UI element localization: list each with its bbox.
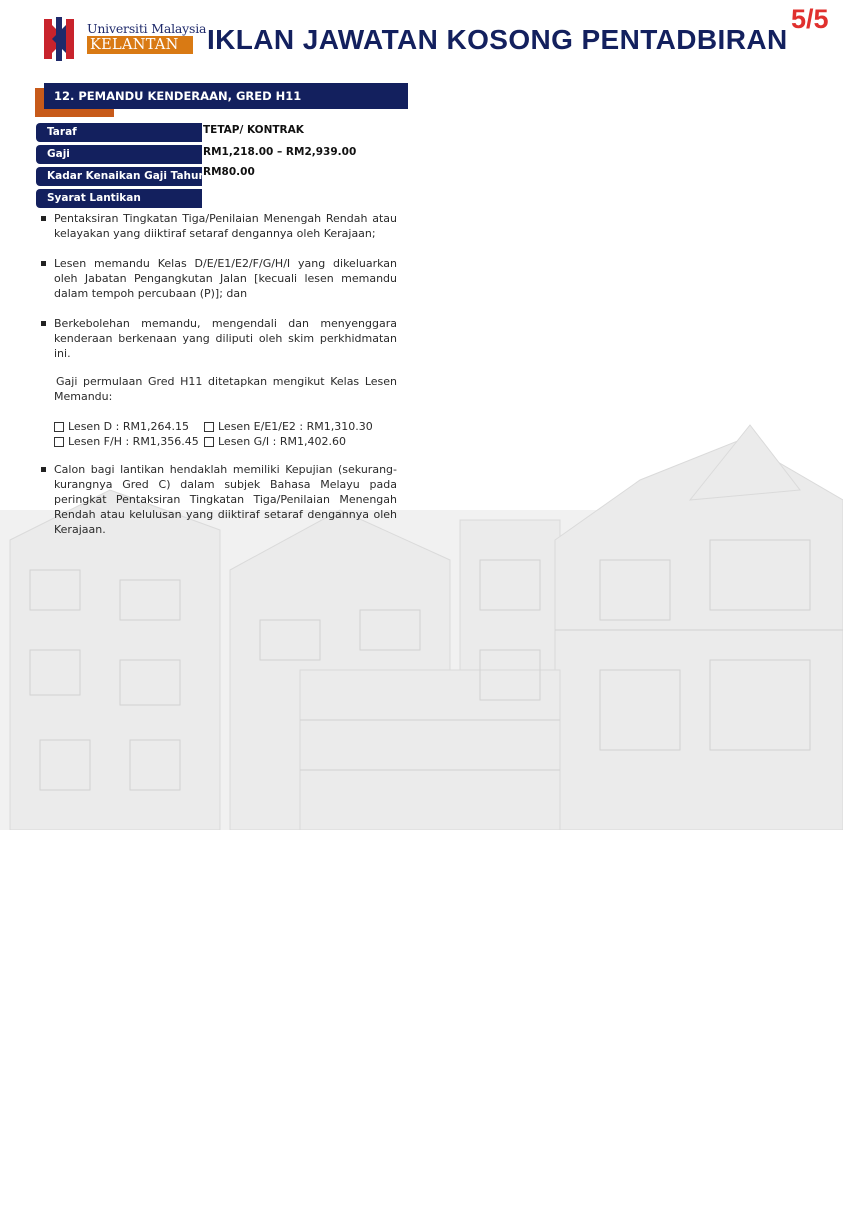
checkbox-icon bbox=[204, 422, 214, 432]
logo-university-name: Universiti Malaysia bbox=[87, 21, 207, 36]
value-kadar-kenaikan: RM80.00 bbox=[203, 166, 255, 178]
checkbox-icon bbox=[54, 437, 64, 447]
university-logo bbox=[38, 15, 207, 63]
license-option: Lesen G/I : RM1,402.60 bbox=[204, 434, 346, 449]
license-row bbox=[38, 434, 397, 449]
value-gaji: RM1,218.00 – RM2,939.00 bbox=[203, 146, 357, 158]
list-item: Calon bagi lantikan hendaklah memiliki Kepujian (sekurang-kurangnya Gred C) dalam subjek Bahasa Melayu pada peringkat Pentaksiran Tingkatan Tiga/Penilaian Menengah Rendah atau kelulusan yang diiktiraf setaraf dengannya oleh Kerajaan. bbox=[38, 462, 397, 537]
label-gaji: Gaji bbox=[36, 145, 202, 164]
list-item: Lesen memandu Kelas D/E/E1/E2/F/G/H/I yang dikeluarkan oleh Jabatan Pengangkutan Jalan [kecuali lesen memandu dalam tempoh percubaan (P)]; dan bbox=[38, 256, 397, 301]
label-taraf: Taraf bbox=[36, 123, 202, 142]
salary-note: Gaji permulaan Gred H11 ditetapkan mengikut Kelas Lesen Memandu: bbox=[54, 375, 397, 403]
checkbox-icon bbox=[204, 437, 214, 447]
page-title: IKLAN JAWATAN KOSONG PENTADBIRAN bbox=[207, 24, 788, 55]
value-taraf: TETAP/ KONTRAK bbox=[203, 124, 304, 136]
license-row bbox=[38, 419, 397, 434]
license-option: Lesen F/H : RM1,356.45 bbox=[54, 434, 204, 449]
label-syarat-lantikan: Syarat Lantikan bbox=[36, 189, 202, 208]
logo-campus-name: KELANTAN bbox=[87, 36, 193, 54]
list-item: Pentaksiran Tingkatan Tiga/Penilaian Menengah Rendah atau kelayakan yang diiktiraf setaraf dengannya oleh Kerajaan; bbox=[38, 211, 397, 241]
page-number: 5/5 bbox=[791, 4, 829, 34]
checkbox-icon bbox=[54, 422, 64, 432]
section-heading: 12. PEMANDU KENDERAAN, GRED H11 bbox=[44, 83, 408, 109]
list-item: Berkebolehan memandu, mengendali dan menyenggara kenderaan berkenaan yang diliputi oleh skim perkhidmatan ini. bbox=[38, 316, 397, 361]
requirements-content bbox=[38, 211, 397, 537]
university-emblem-icon bbox=[38, 15, 80, 63]
license-option: Lesen E/E1/E2 : RM1,310.30 bbox=[204, 419, 373, 434]
license-option: Lesen D : RM1,264.15 bbox=[54, 419, 204, 434]
label-kadar-kenaikan: Kadar Kenaikan Gaji Tahunan bbox=[36, 167, 202, 186]
